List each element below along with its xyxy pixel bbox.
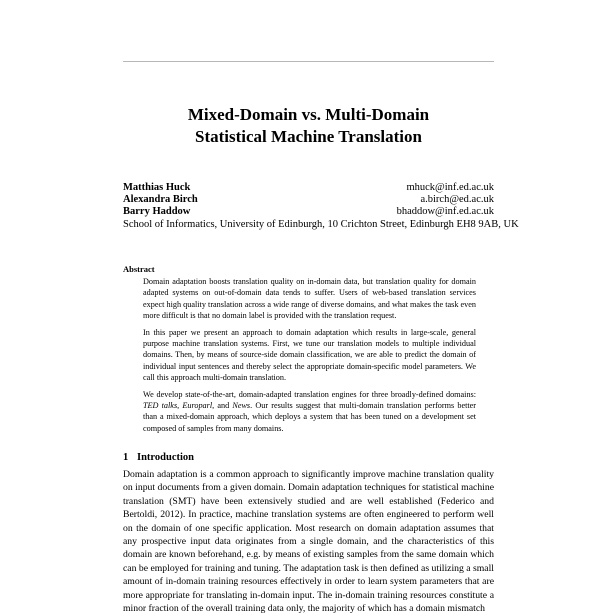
domain-news: News — [232, 401, 251, 411]
author-name: Matthias Huck — [123, 182, 191, 193]
abstract-heading: Abstract — [123, 264, 155, 274]
author-email[interactable]: a.birch@ed.ac.uk — [420, 194, 494, 205]
section-heading-introduction — [123, 451, 194, 464]
author-name: Alexandra Birch — [123, 194, 198, 205]
abstract-paragraph-2: In this paper we present an approach to domain adaptation which results in large-scale, general purpose machine translation systems. First, we tune our translation models to multiple individual domains. Then, by means of source-side domain classification, we are able to predict the domain of individual input sentences and thereby select the appropriate domain-specific model parameters. We call this approach multi-domain translation. — [143, 327, 476, 383]
domain-ted: TED talks — [143, 401, 178, 411]
section-title: Introduction — [137, 452, 194, 463]
domain-europarl: Europarl — [182, 401, 213, 411]
paper-title-line-1: Mixed-Domain vs. Multi-Domain — [187, 105, 430, 124]
affiliation: School of Informatics, University of Edinburgh, 10 Crichton Street, Edinburgh EH8 9AB, UK — [123, 219, 519, 230]
abstract-text: , — [177, 401, 183, 411]
introduction-paragraph: Domain adaptation is a common approach to significantly improve machine translation quality on input documents from a given domain. Domain adaptation techniques for statistical machine translation (SMT) have been extensively studied and are well established (Federico and Bertoldi, 2012). In practice, machine translation systems are often engineered to perform well on the domain of one specific application. Most research on domain adaptation assumes that any prospective input data originates from a single domain, and the characteristics of this domain are known beforehand, e.g. by means of existing samples from the same domain which can be employed for training and tuning. The adaptation task is then defined as utilizing a small amount of in-domain training resources effectively in order to learn system parameters that are more appropriate for translating in-domain input. The in-domain training resources constitute a minor fraction of the overall training data only, the majority of which has a domain mismatch — [123, 469, 494, 615]
abstract-paragraph-1: Domain adaptation boosts translation quality on in-domain data, but translation quality for domain adapted systems on out-of-domain data tends to suffer. Users of web-based translation services expect high quality translation across a wide range of diverse domains, and what makes the task even more difficult is that no domain label is provided with the translation request. — [143, 277, 476, 321]
author-name: Barry Haddow — [123, 206, 191, 217]
abstract-body — [143, 276, 476, 439]
section-number: 1 — [123, 452, 129, 463]
introduction-body — [123, 468, 494, 615]
header-rule — [123, 61, 494, 62]
abstract-paragraph-3 — [143, 389, 476, 435]
abstract-text: We develop state-of-the-art, domain-adapted translation engines for three broadly-defined domains: — [143, 389, 476, 399]
abstract-text: , and — [212, 401, 233, 411]
author-row — [123, 205, 494, 218]
abstract-text: . Our results suggest that multi-domain translation performs better than a mixed-domain approach, which deploys a system that has been tuned on a development set composed of samples from many domains. — [143, 401, 476, 433]
paper-title-line-2: Statistical Machine Translation — [195, 127, 422, 146]
author-email[interactable]: bhaddow@inf.ed.ac.uk — [396, 206, 494, 217]
author-email[interactable]: mhuck@inf.ed.ac.uk — [406, 182, 494, 193]
